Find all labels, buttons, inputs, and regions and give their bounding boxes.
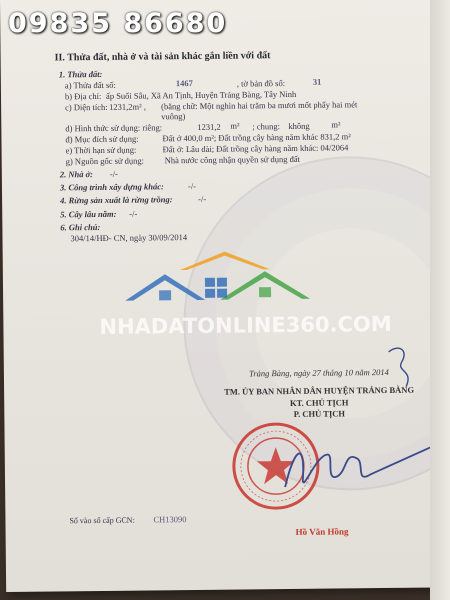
usage-shared-label: ; chung:	[252, 121, 281, 132]
registry-label: Số vào sổ cấp GCN:	[69, 515, 135, 526]
address-label: b) Địa chỉ:	[64, 90, 102, 102]
notes-label: 6. Ghi chú:	[60, 221, 101, 233]
area-value: 1231,2m² ,	[109, 101, 146, 112]
initials-scribble	[384, 342, 425, 392]
forest-value: -/-	[198, 193, 207, 204]
usage-unit-2: m²	[331, 119, 341, 130]
term-value: Đất ở: Lâu dài; Đất trồng cây hàng năm khác: 04/2064	[162, 142, 349, 155]
map-value: 31	[312, 76, 322, 87]
registry-value: CH13090	[153, 514, 187, 525]
notes-value: 304/14/HĐ- CN, ngày 30/09/2014	[70, 232, 188, 244]
adjacent-page-edge	[430, 0, 450, 600]
construction-label: 3. Công trình xây dựng khác:	[59, 181, 164, 193]
section-title: II. Thửa đất, nhà ở và tài sản khác gắn liền với đất	[54, 50, 271, 64]
area-words-2: vuông)	[161, 111, 186, 122]
house-value: -/-	[109, 168, 118, 179]
forest-label: 4. Rừng sản xuất là rừng trồng:	[60, 194, 173, 206]
term-label: e) Thời hạn sử dụng:	[65, 144, 137, 156]
signer-name: Hồ Văn Hồng	[295, 526, 349, 537]
usage-shared-value: không	[288, 120, 310, 131]
signature-scribble	[275, 435, 439, 507]
parcel-label: a) Thửa đất số:	[64, 79, 116, 91]
kt-title: KT. CHỦ TỊCH	[289, 397, 349, 408]
vice-title: P. CHỦ TỊCH	[293, 408, 346, 419]
purpose-value: Đất ở 400,0 m²; Đất trồng cây hàng năm khác 831,2 m²	[162, 131, 351, 144]
area-label: c) Diện tích:	[65, 101, 108, 113]
purpose-label: đ) Mục đích sử dụng:	[65, 133, 139, 145]
usage-private-value: 1231,2	[197, 121, 221, 132]
watermark-text: NHADATONLINE360.COM	[99, 311, 392, 339]
origin-value: Nhà nước công nhận quyền sử dụng đất	[164, 153, 301, 166]
map-label: , tờ bản đồ số:	[236, 78, 286, 89]
authority-title: TM. ỦY BAN NHÂN DÂN HUYỆN TRẢNG BÀNG	[224, 384, 415, 397]
parcel-value: 1467	[175, 77, 193, 89]
origin-label: g) Nguồn gốc sử dụng:	[65, 155, 145, 167]
construction-value: -/-	[187, 180, 197, 192]
place-date: Trảng Bàng, ngày 27 tháng 10 năm 2014	[248, 366, 389, 379]
usage-unit: m²	[230, 120, 240, 131]
land-heading: 1. Thửa đất:	[58, 68, 103, 80]
usage-form-label: d) Hình thức sử dụng: riêng:	[65, 122, 163, 134]
area-words: (bằng chữ: Một nghìn hai trăm ba mươi mốt phẩy hai mét	[161, 99, 358, 112]
trees-value: -/-	[129, 208, 138, 219]
address-value: ấp Suối Sâu, Xã An Tịnh, Huyện Trảng Bàng, Tây Ninh	[105, 88, 297, 101]
trees-label: 5. Cây lâu năm:	[60, 208, 117, 220]
house-label: 2. Nhà ở:	[59, 169, 94, 180]
phone-number-overlay: 09835 86680	[8, 8, 228, 39]
